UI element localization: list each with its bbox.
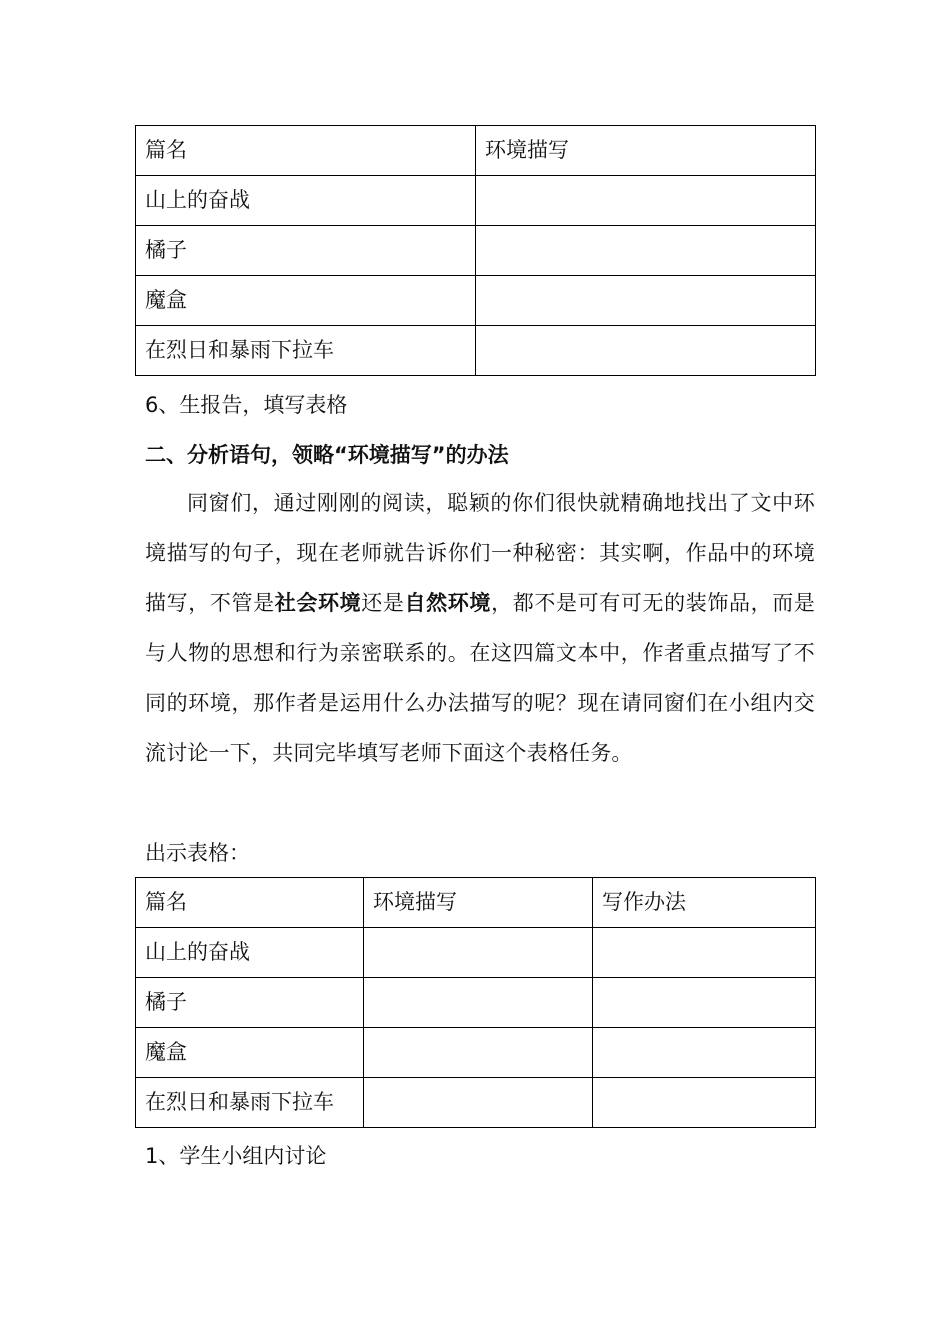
empty-cell	[364, 1028, 593, 1078]
paragraph-text: 还是	[361, 591, 405, 615]
empty-cell	[593, 1078, 816, 1128]
title-cell: 在烈日和暴雨下拉车	[136, 326, 476, 376]
header-cell: 篇名	[136, 126, 476, 176]
writing-method-table	[135, 877, 816, 1128]
paragraph-text: ，都不是可有可无的装饰品，而是与人物的思想和行为亲密联系的。在这四篇文本中，作者重点描写了不同的环境，那作者是运用什么办法描写的呢？现在请同窗们在小组内交流讨论一下，共同完毕填写老师下面这个表格任务。	[145, 591, 816, 765]
text-environment-table	[135, 125, 816, 376]
table-row	[136, 928, 816, 978]
empty-cell	[476, 176, 816, 226]
title-cell: 橘子	[136, 226, 476, 276]
section-heading: 二、分析语句，领略“环境描写”的办法	[145, 443, 509, 467]
title-cell: 魔盒	[136, 276, 476, 326]
empty-cell	[364, 978, 593, 1028]
step-6-text: 6、生报告，填写表格	[145, 393, 348, 417]
empty-cell	[593, 978, 816, 1028]
table-row	[136, 1078, 816, 1128]
title-cell: 在烈日和暴雨下拉车	[136, 1078, 364, 1128]
table-header-row	[136, 878, 816, 928]
bold-term-social-environment: 社会环境	[274, 591, 362, 615]
title-cell: 橘子	[136, 978, 364, 1028]
body-paragraph	[145, 478, 815, 778]
empty-cell	[364, 928, 593, 978]
table-row	[136, 176, 816, 226]
table-row	[136, 326, 816, 376]
title-cell: 山上的奋战	[136, 928, 364, 978]
header-cell: 环境描写	[476, 126, 816, 176]
empty-cell	[593, 1028, 816, 1078]
title-cell: 魔盒	[136, 1028, 364, 1078]
table-row	[136, 978, 816, 1028]
empty-cell	[593, 928, 816, 978]
paragraph-text: 同窗们，通过刚刚的阅读，聪颖的你们很快就精确地找出了文中环境描写的句子，现在老师就告诉你们一种秘密：其实啊，作品中的环境描写，不管是	[145, 491, 815, 615]
table-row	[136, 226, 816, 276]
title-cell: 山上的奋战	[136, 176, 476, 226]
empty-cell	[476, 276, 816, 326]
bold-term-natural-environment: 自然环境	[404, 591, 492, 615]
show-table-label: 出示表格：	[145, 841, 250, 865]
header-cell: 写作办法	[593, 878, 816, 928]
table-row	[136, 276, 816, 326]
header-cell: 环境描写	[364, 878, 593, 928]
header-cell: 篇名	[136, 878, 364, 928]
empty-cell	[364, 1078, 593, 1128]
step-1-text: 1、学生小组内讨论	[145, 1144, 327, 1168]
table-header-row	[136, 126, 816, 176]
empty-cell	[476, 226, 816, 276]
table-row	[136, 1028, 816, 1078]
empty-cell	[476, 326, 816, 376]
